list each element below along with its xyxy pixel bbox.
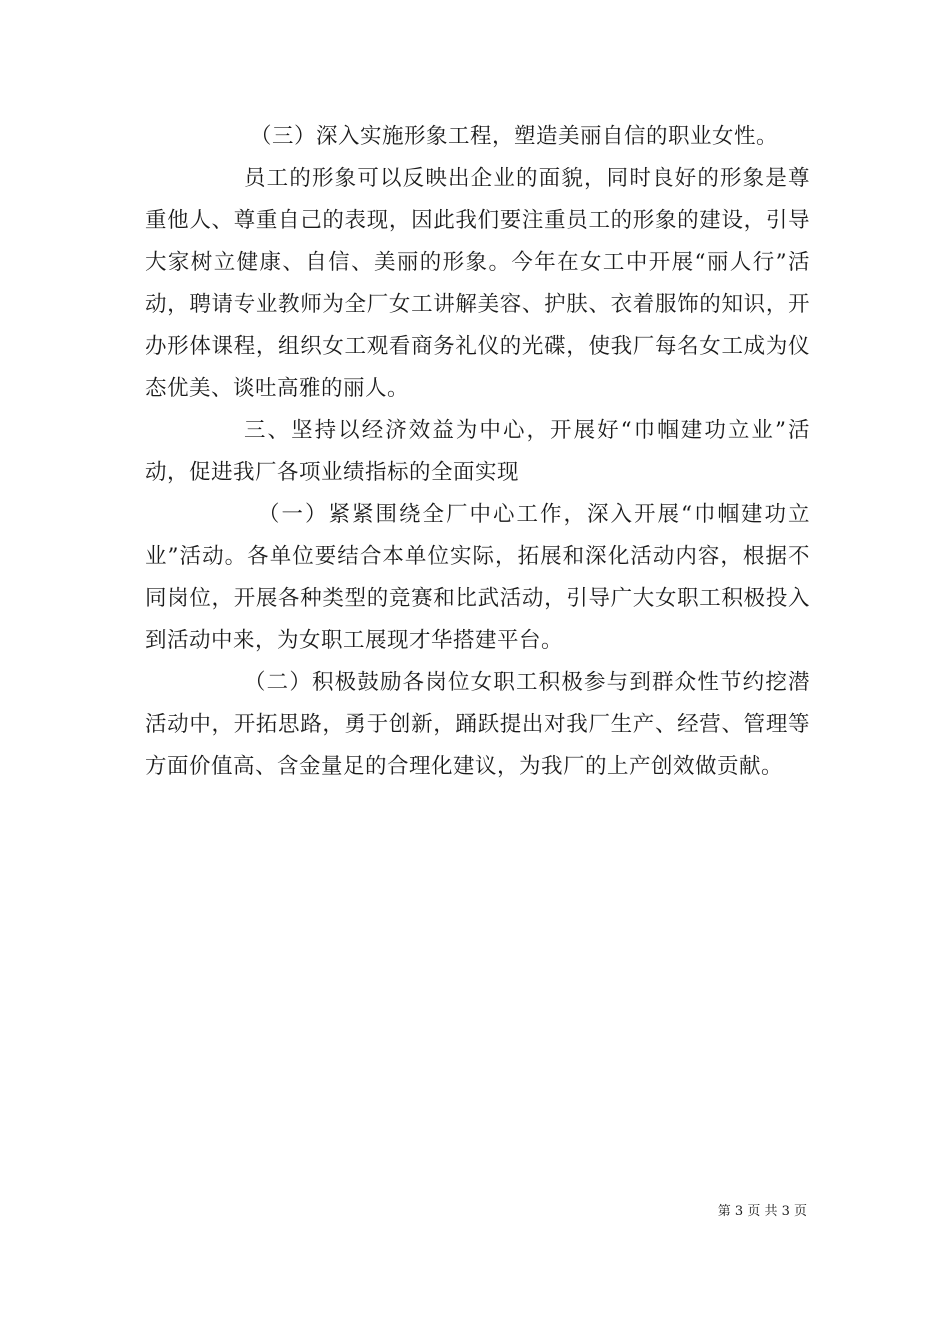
document-body [145, 116, 810, 788]
paragraph-image-project: 员工的形象可以反映出企业的面貌，同时良好的形象是尊重他人、尊重自己的表现，因此我们要注重员工的形象的建设，引导大家树立健康、自信、美丽的形象。今年在女工中开展“丽人行”活动，聘请专业教师为全厂女工讲解美容、护肤、衣着服饰的知识，开办形体课程，组织女工观看商务礼仪的光碟，使我厂每名女工成为仪态优美、谈吐高雅的丽人。 [145, 166, 810, 401]
paragraph-section-two: （二）积极鼓励各岗位女职工积极参与到群众性节约挖潜活动中，开拓思路，勇于创新，踊跃提出对我厂生产、经营、管理等方面价值高、含金量足的合理化建议，为我厂的上产创效做贡献。 [145, 670, 810, 779]
page-number-footer: 第 3 页 共 3 页 [717, 1204, 807, 1219]
paragraph-section-three-heading: （三）深入实施形象工程，塑造美丽自信的职业女性。 [250, 124, 779, 149]
paragraph-part-three-heading: 三、坚持以经济效益为中心，开展好“巾帼建功立业”活动，促进我厂各项业绩指标的全面实现 [145, 418, 810, 485]
paragraph-section-one: （一）紧紧围绕全厂中心工作，深入开展“巾帼建功立业”活动。各单位要结合本单位实际，拓展和深化活动内容，根据不同岗位，开展各种类型的竞赛和比武活动，引导广大女职工积极投入到活动中来，为女职工展现才华搭建平台。 [145, 502, 810, 653]
